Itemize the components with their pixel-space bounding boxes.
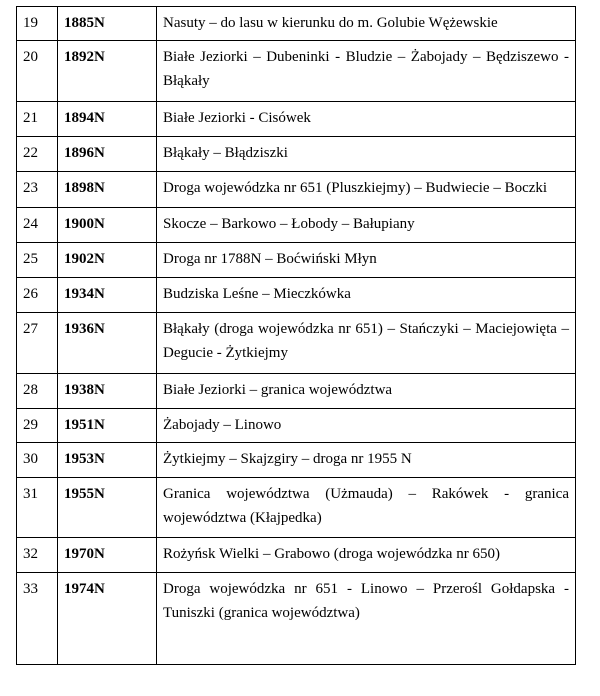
row-number-cell: 19 [17, 7, 58, 41]
road-description-cell: Błąkały (droga wojewódzka nr 651) – Stańczyki – Maciejowięta – Degucie - Żytkiejmy [157, 313, 576, 374]
road-code-cell: 1898N [58, 172, 157, 208]
road-code-cell: 1936N [58, 313, 157, 374]
road-description-cell: Droga nr 1788N – Boćwiński Młyn [157, 243, 576, 278]
road-description-cell: Żytkiejmy – Skajzgiry – droga nr 1955 N [157, 443, 576, 478]
road-description-cell: Skocze – Barkowo – Łobody – Bałupiany [157, 208, 576, 243]
road-description-cell: Białe Jeziorki – granica województwa [157, 374, 576, 409]
table-row [17, 278, 576, 313]
road-code-cell: 1951N [58, 409, 157, 443]
row-number-cell: 21 [17, 102, 58, 137]
table-row [17, 443, 576, 478]
road-code-cell: 1970N [58, 538, 157, 573]
road-code-cell: 1896N [58, 137, 157, 172]
road-description-cell: Żabojady – Linowo [157, 409, 576, 443]
table-row [17, 409, 576, 443]
road-description-cell: Budziska Leśne – Mieczkówka [157, 278, 576, 313]
road-description-cell: Białe Jeziorki – Dubeninki - Bludzie – Żabojady – Będziszewo - Błąkały [157, 41, 576, 102]
road-code-cell: 1938N [58, 374, 157, 409]
road-code-cell: 1902N [58, 243, 157, 278]
table-row [17, 573, 576, 665]
row-number-cell: 26 [17, 278, 58, 313]
table-row [17, 137, 576, 172]
row-number-cell: 24 [17, 208, 58, 243]
road-code-cell: 1892N [58, 41, 157, 102]
table-row [17, 7, 576, 41]
row-number-cell: 27 [17, 313, 58, 374]
row-number-cell: 30 [17, 443, 58, 478]
row-number-cell: 31 [17, 478, 58, 538]
table-row [17, 313, 576, 374]
table-row [17, 172, 576, 208]
row-number-cell: 28 [17, 374, 58, 409]
road-description-cell: Granica województwa (Użmauda) – Rakówek - granica województwa (Kłajpedka) [157, 478, 576, 538]
table-row [17, 538, 576, 573]
roads-table-body [17, 7, 576, 665]
row-number-cell: 22 [17, 137, 58, 172]
table-row [17, 478, 576, 538]
table-row [17, 41, 576, 102]
row-number-cell: 29 [17, 409, 58, 443]
roads-table [16, 6, 576, 665]
row-number-cell: 25 [17, 243, 58, 278]
road-description-cell: Błąkały – Błądziszki [157, 137, 576, 172]
road-description-cell: Nasuty – do lasu w kierunku do m. Golubie Wężewskie [157, 7, 576, 41]
row-number-cell: 23 [17, 172, 58, 208]
road-code-cell: 1953N [58, 443, 157, 478]
road-code-cell: 1974N [58, 573, 157, 665]
road-code-cell: 1955N [58, 478, 157, 538]
table-row [17, 374, 576, 409]
table-row [17, 208, 576, 243]
row-number-cell: 32 [17, 538, 58, 573]
road-code-cell: 1894N [58, 102, 157, 137]
road-description-cell: Droga wojewódzka nr 651 - Linowo – Przerośl Gołdapska - Tuniszki (granica województwa) [157, 573, 576, 665]
road-description-cell: Droga wojewódzka nr 651 (Pluszkiejmy) – Budwiecie – Boczki [157, 172, 576, 208]
road-code-cell: 1900N [58, 208, 157, 243]
row-number-cell: 20 [17, 41, 58, 102]
road-code-cell: 1934N [58, 278, 157, 313]
table-row [17, 243, 576, 278]
row-number-cell: 33 [17, 573, 58, 665]
table-row [17, 102, 576, 137]
road-description-cell: Białe Jeziorki - Cisówek [157, 102, 576, 137]
road-code-cell: 1885N [58, 7, 157, 41]
road-description-cell: Rożyńsk Wielki – Grabowo (droga wojewódzka nr 650) [157, 538, 576, 573]
